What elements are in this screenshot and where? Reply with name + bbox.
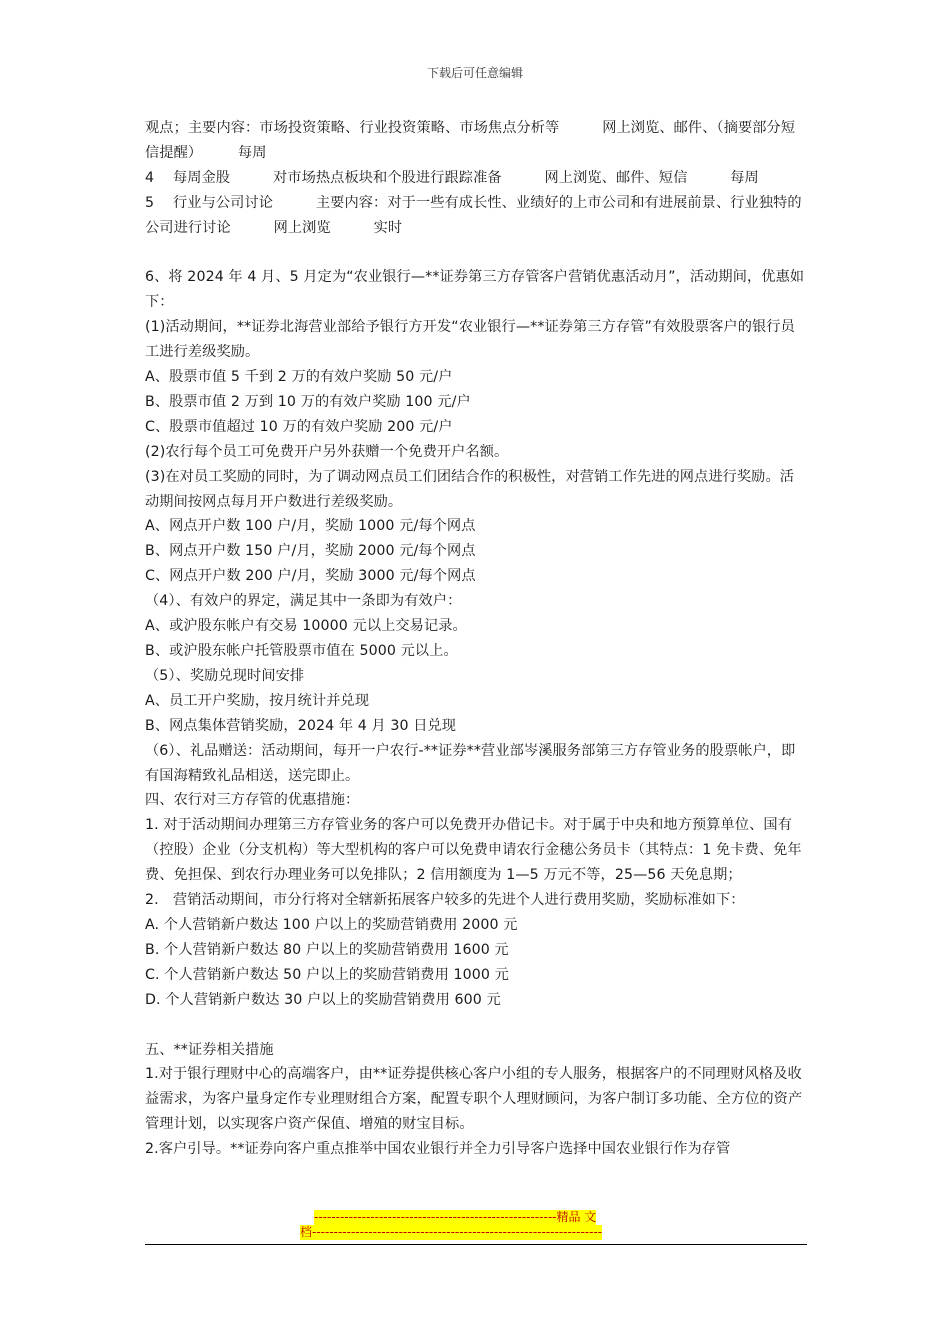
paragraph: C、网点开户数 200 户/月，奖励 3000 元/每个网点 (145, 568, 476, 585)
paragraph: B、网点开户数 150 户/月，奖励 2000 元/每个网点 (145, 543, 476, 560)
page-header: 下载后可任意编辑 (426, 66, 523, 80)
blank-line (145, 1013, 807, 1038)
paragraph: 1. 对于活动期间办理第三方存管业务的客户可以免费开办借记卡。对于属于中央和地方预算单位、国有（控股）企业（分支机构）等大型机构的客户可以免费申请农行金穗公务员卡（其特点：1 免卡费、免年费、免担保、到农行办理业务可以免排队；2 信用额度为 1—5 万元不等，25—56 天免息期； (145, 817, 802, 884)
paragraph: 5 行业与公司讨论 主要内容：对于一些有成长性、业绩好的上市公司和有进展前景、行业独特的公司进行讨论 网上浏览 实时 (145, 194, 802, 236)
paragraph: 五、**证券相关措施 (145, 1041, 274, 1058)
paragraph: C、股票市值超过 10 万的有效户奖励 200 元/户 (145, 418, 453, 435)
document-body (145, 116, 807, 1162)
paragraph: 4 每周金股 对市场热点板块和个股进行跟踪准备 网上浏览、邮件、短信 每周 (145, 169, 759, 186)
paragraph: A、员工开户奖励，按月统计并兑现 (145, 692, 370, 709)
paragraph: 1.对于银行理财中心的高端客户，由**证券提供核心客户小组的专人服务，根据客户的不同理财风格及收益需求，为客户量身定作专业理财组合方案，配置专职个人理财顾问，为客户制订多功能、全方位的资产管理计划，以实现客户资产保值、增殖的财宝目标。 (145, 1066, 803, 1133)
paragraph: A、或沪股东帐户有交易 10000 元以上交易记录。 (145, 618, 467, 635)
paragraph: 2. 营销活动期间，市分行将对全辖新拓展客户较多的先进个人进行费用奖励，奖励标准如下： (145, 892, 745, 909)
paragraph: B、或沪股东帐户托管股票市值在 5000 元以上。 (145, 643, 458, 660)
footer-divider (145, 1244, 807, 1245)
paragraph: 四、农行对三方存管的优惠措施： (145, 792, 360, 809)
paragraph: D. 个人营销新户数达 30 户以上的奖励营销费用 600 元 (145, 991, 501, 1008)
footer-watermark (300, 1210, 650, 1240)
paragraph: A、股票市值 5 千到 2 万的有效户奖励 50 元/户 (145, 369, 453, 386)
paragraph: 6、将 2024 年 4 月、5 月定为“农业银行—**证券第三方存管客户营销优惠活动月”，活动期间，优惠如下： (145, 269, 805, 311)
paragraph: B. 个人营销新户数达 80 户以上的奖励营销费用 1600 元 (145, 941, 509, 958)
paragraph: C. 个人营销新户数达 50 户以上的奖励营销费用 1000 元 (145, 966, 509, 983)
footer-watermark-line-1: --------------------------------------------------------精品 文 (314, 1210, 597, 1224)
paragraph: 观点；主要内容：市场投资策略、行业投资策略、市场焦点分析等 网上浏览、邮件、（摘要部分短信提醒） 每周 (145, 120, 796, 161)
paragraph: (2)农行每个员工可免费开户另外获赠一个免费开户名额。 (145, 443, 509, 460)
paragraph: B、网点集体营销奖励，2024 年 4 月 30 日兑现 (145, 717, 457, 734)
paragraph: A. 个人营销新户数达 100 户以上的奖励营销费用 2000 元 (145, 916, 518, 933)
paragraph: （5）、奖励兑现时间安排 (145, 667, 305, 684)
paragraph: (1)活动期间，**证券北海营业部给予银行方开发“农业银行—**证券第三方存管”有效股票客户的银行员工进行差级奖励。 (145, 319, 795, 361)
paragraph: 2.客户引导。**证券向客户重点推举中国农业银行并全力引导客户选择中国农业银行作为存管 (145, 1141, 731, 1158)
paragraph: B、股票市值 2 万到 10 万的有效户奖励 100 元/户 (145, 393, 471, 410)
paragraph: （4）、有效户的界定，满足其中一条即为有效户： (145, 593, 462, 610)
paragraph: A、网点开户数 100 户/月，奖励 1000 元/每个网点 (145, 518, 476, 535)
paragraph: （6）、礼品赠送：活动期间，每开一户农行-**证券**营业部岑溪服务部第三方存管业务的股票帐户，即有国海精致礼品相送，送完即止。 (145, 742, 796, 784)
paragraph: (3)在对员工奖励的同时，为了调动网点员工们团结合作的积极性，对营销工作先进的网点进行奖励。活动期间按网点每月开户数进行差级奖励。 (145, 468, 795, 510)
blank-line (145, 241, 807, 266)
footer-watermark-line-2: 档------------------------------------------------------------------- (300, 1225, 603, 1239)
